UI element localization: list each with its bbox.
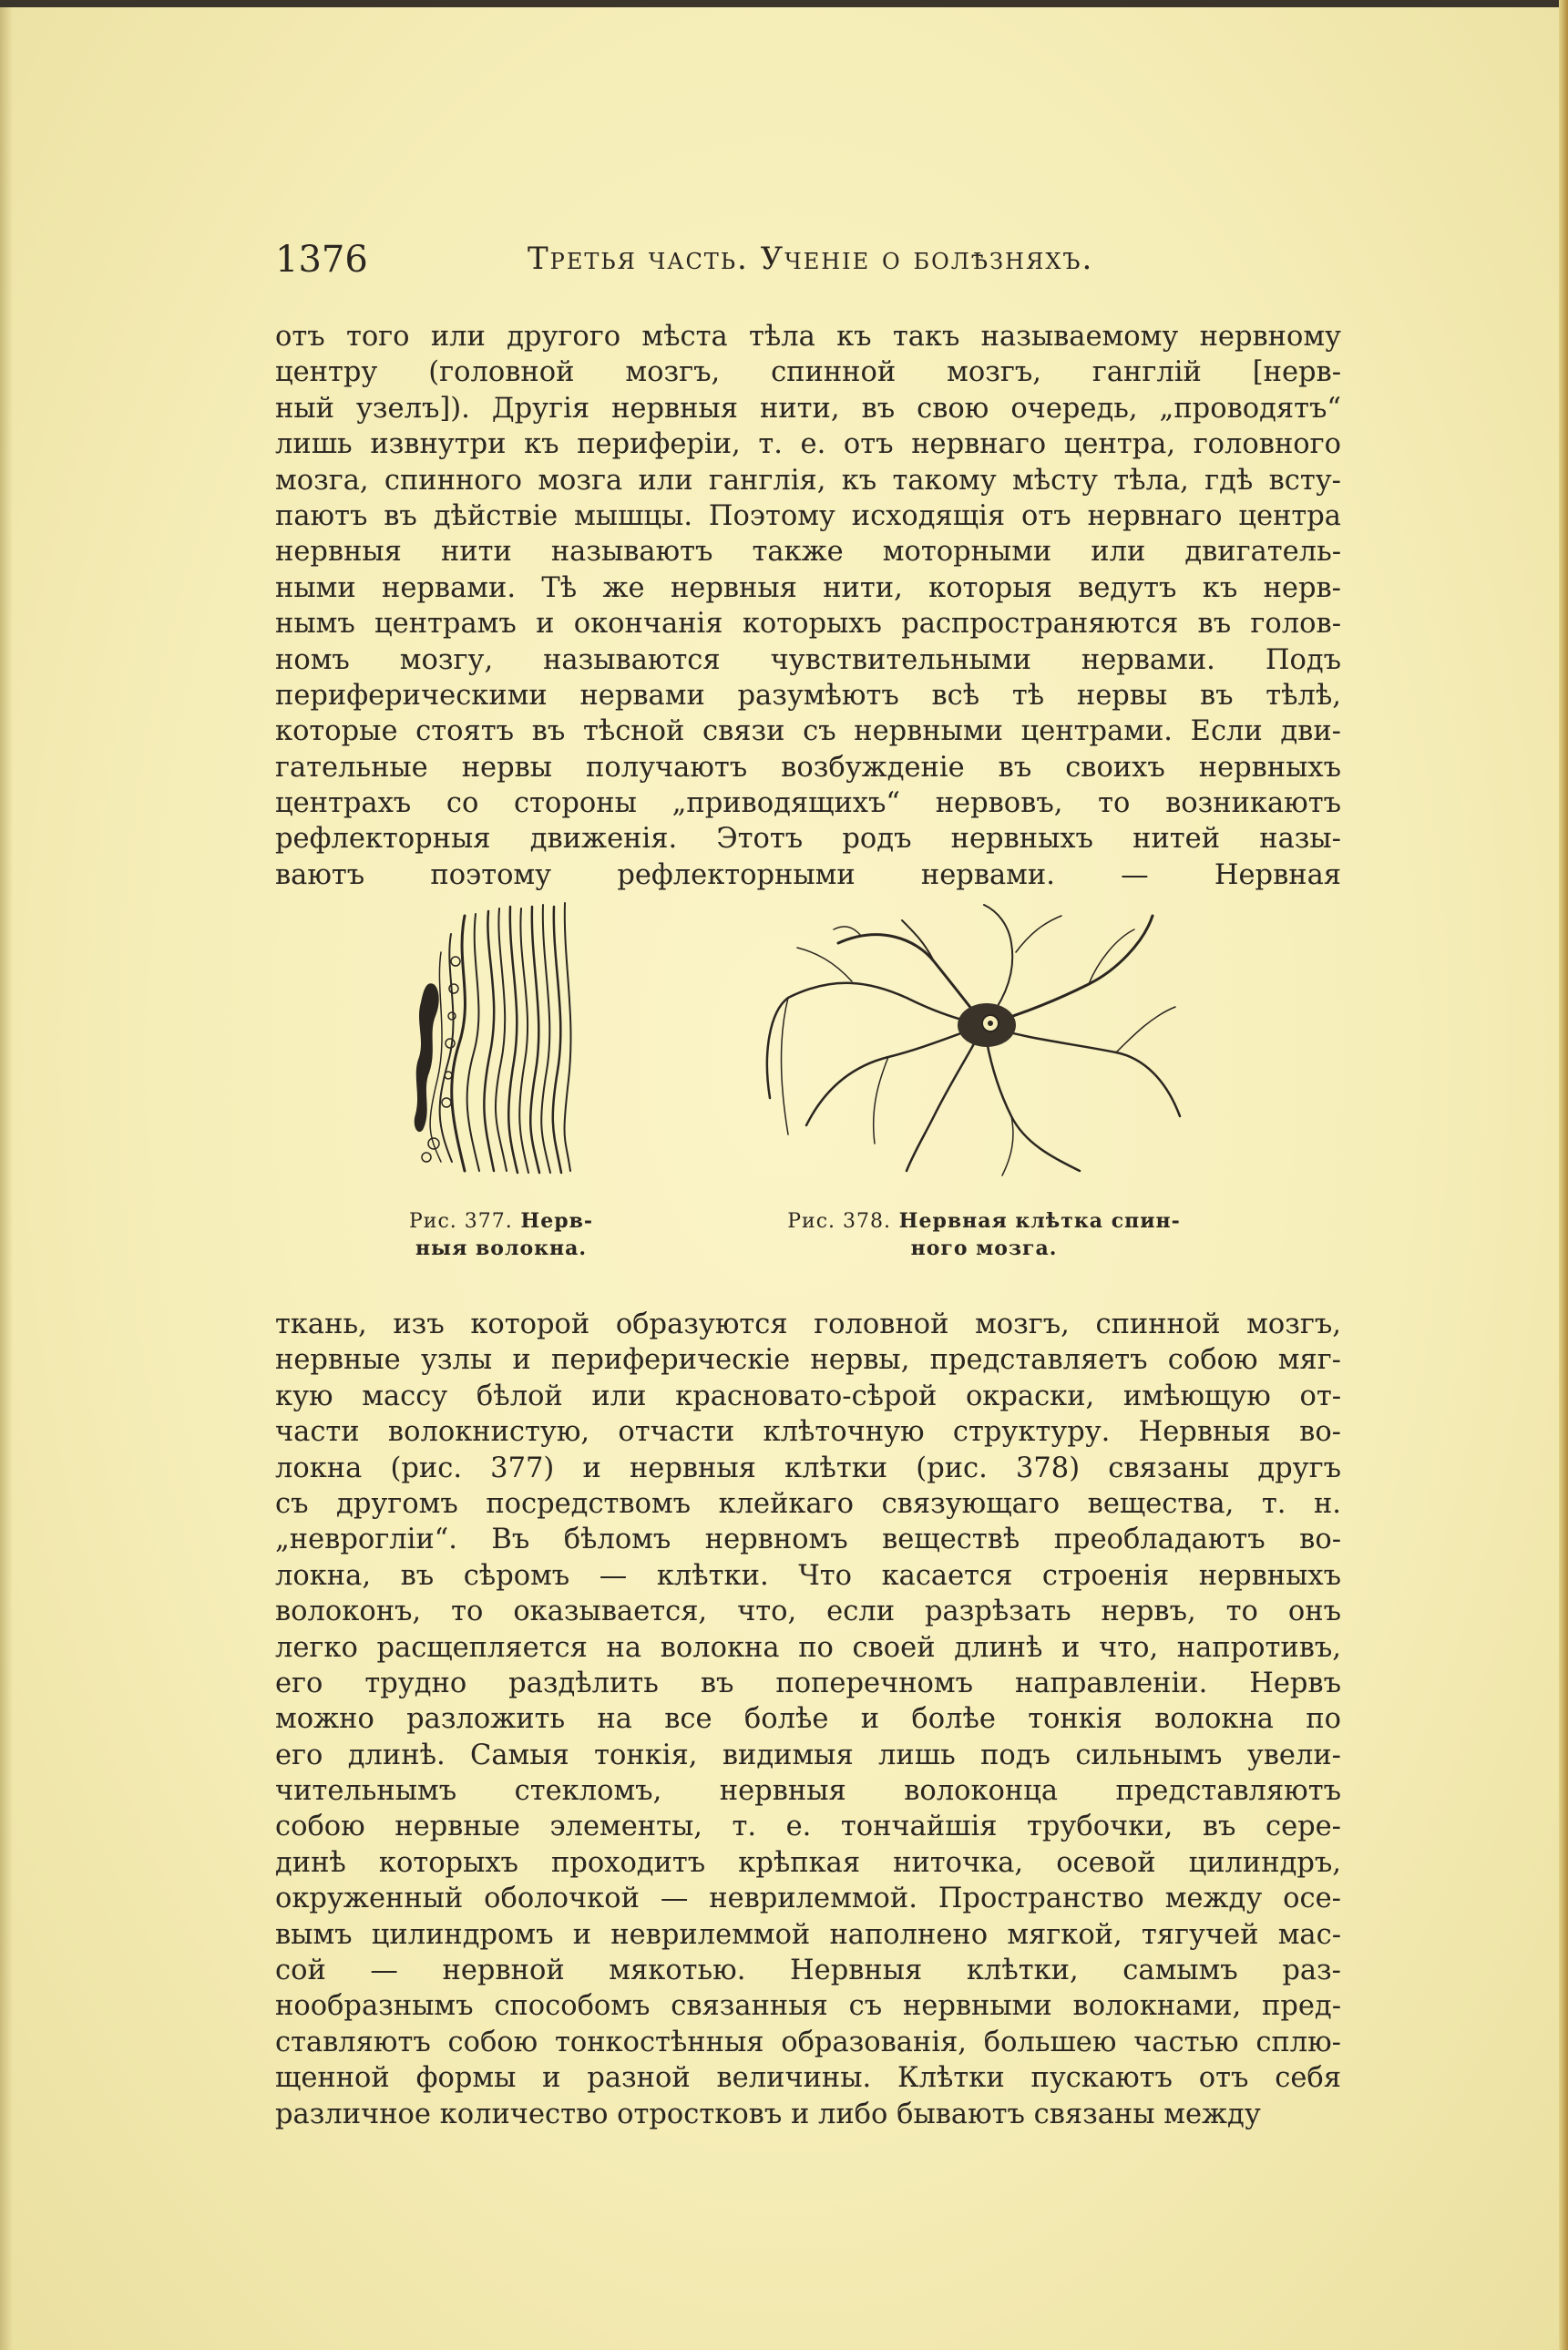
text-line: можно разложить на все болѣе и болѣе тонкія волокна по — [275, 1703, 1341, 1736]
text-line: номъ мозгу, называются чувствительными нервами. Подъ — [275, 643, 1341, 676]
text-line: гательные нервы получаютъ возбужденіе въ своихъ нервныхъ — [275, 751, 1341, 784]
text-line: центрахъ со стороны „приводящихъ“ нервовъ, то возникаютъ — [275, 787, 1341, 820]
text-line: его длинѣ. Самыя тонкія, видимыя лишь подъ сильнымъ увели- — [275, 1739, 1341, 1771]
body-text-bottom — [275, 1307, 1341, 2132]
text-line: динѣ которыхъ проходитъ крѣпкая ниточка, осевой цилиндръ, — [275, 1846, 1341, 1879]
text-line: ткань, изъ которой образуются головной мозгъ, спинной мозгъ, — [275, 1308, 1341, 1340]
text-line: чительнымъ стекломъ, нервныя волоконца представляютъ — [275, 1775, 1341, 1808]
figure-377-title-2: ныя волокна. — [415, 1236, 588, 1260]
text-line: ный узелъ]). Другія нервныя нити, въ свою очередь, „проводятъ“ — [275, 392, 1341, 425]
page-header — [275, 239, 1350, 281]
text-line: собою нервные элементы, т. е. тончайшія трубочки, въ сере- — [275, 1811, 1341, 1843]
page-edge-shadow — [0, 7, 13, 2350]
text-line: сой — нервной мякотью. Нервныя клѣтки, самымъ раз- — [275, 1955, 1341, 1987]
figure-378-nerve-cell — [752, 898, 1207, 1180]
page-number: 1376 — [275, 239, 368, 281]
text-line: ставляютъ собою тонкостѣнныя образованія, большею частью сплю- — [275, 2026, 1341, 2058]
text-line: отъ того или другого мѣста тѣла къ такъ называемому нервному — [275, 321, 1341, 353]
nerve-fibers-illustration — [401, 898, 583, 1180]
text-line: периферическими нервами разумѣютъ всѣ тѣ нервы въ тѣлѣ, — [275, 679, 1341, 712]
figure-378-caption — [747, 1208, 1221, 1261]
figure-378-title-2: ного мозга. — [910, 1236, 1058, 1260]
figure-377-caption — [392, 1208, 610, 1261]
text-line: локна (рис. 377) и нервныя клѣтки (рис. 378) связаны другъ — [275, 1452, 1341, 1484]
figure-378-title-1: Нервная клѣтка спин- — [898, 1209, 1181, 1233]
text-line: съ другомъ посредствомъ клейкаго связующаго вещества, т. н. — [275, 1487, 1341, 1520]
text-line: части волокнистую, отчасти клѣточную структуру. Нервныя во- — [275, 1416, 1341, 1449]
text-line: его трудно раздѣлить въ поперечномъ направленіи. Нервъ — [275, 1667, 1341, 1699]
body-text-top — [275, 319, 1341, 893]
text-line: которые стоятъ въ тѣсной связи съ нервными центрами. Если дви- — [275, 715, 1341, 748]
figure-377-title-1: Нерв- — [520, 1209, 594, 1233]
text-line: „неврогліи“. Въ бѣломъ нервномъ веществѣ преобладаютъ во- — [275, 1524, 1341, 1556]
text-line: щенной формы и разной величины. Клѣтки пускаютъ отъ себя — [275, 2062, 1341, 2095]
nerve-cell-illustration — [752, 898, 1207, 1180]
text-line: ваютъ поэтому рефлекторными нервами. — Нервная — [275, 858, 1341, 891]
text-line: кую массу бѣлой или красновато-сѣрой окраски, имѣющую от- — [275, 1380, 1341, 1412]
text-line: ными нервами. Тѣ же нервныя нити, которыя ведутъ къ нерв- — [275, 571, 1341, 604]
text-line: нообразнымъ способомъ связанныя съ нервными волокнами, пред- — [275, 1990, 1341, 2023]
text-line: волоконъ, то оказывается, что, если разрѣзать нервъ, то онъ — [275, 1596, 1341, 1628]
running-head: Третья часть. Ученіе о болѣзняхъ. — [528, 241, 1094, 277]
text-line: окруженный оболочкой — неврилеммой. Пространство между осе- — [275, 1883, 1341, 1915]
figure-377-nerve-fibers — [401, 898, 583, 1180]
text-line: нервные узлы и периферическіе нервы, представляетъ собою мяг- — [275, 1344, 1341, 1377]
figure-377-number: Рис. 377. — [408, 1210, 513, 1233]
text-line: центру (головной мозгъ, спинной мозгъ, ганглій [нерв- — [275, 356, 1341, 389]
text-line: паютъ въ дѣйствіе мышцы. Поэтому исходящія отъ нервнаго центра — [275, 499, 1341, 532]
text-line: вымъ цилиндромъ и неврилеммой наполнено мягкой, тягучей мас- — [275, 1918, 1341, 1951]
text-line: различное количество отростковъ и либо бываютъ связаны между — [275, 2098, 1261, 2130]
text-line: нервныя нити называютъ также моторными или двигатель- — [275, 536, 1341, 569]
text-line: локна, въ сѣромъ — клѣтки. Что касается строенія нервныхъ — [275, 1559, 1341, 1592]
text-line: нымъ центрамъ и окончанія которыхъ распространяются въ голов- — [275, 608, 1341, 641]
text-line: рефлекторныя движенія. Этотъ родъ нервныхъ нитей назы- — [275, 823, 1341, 856]
text-line: мозга, спинного мозга или ганглія, къ такому мѣсту тѣла, гдѣ всту- — [275, 464, 1341, 497]
text-line: легко расщепляется на волокна по своей длинѣ и что, напротивъ, — [275, 1631, 1341, 1664]
text-line: лишь извнутри къ периферіи, т. е. отъ нервнаго центра, головного — [275, 428, 1341, 461]
figure-378-number: Рис. 378. — [787, 1210, 891, 1233]
